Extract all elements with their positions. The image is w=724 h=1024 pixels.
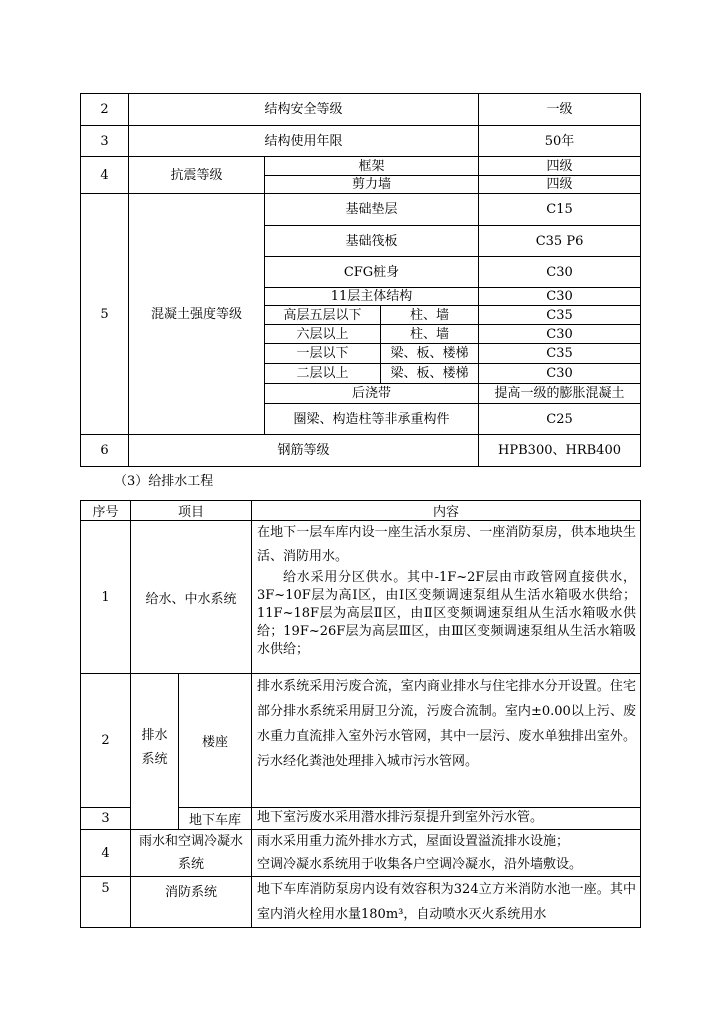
- item-value: C30: [479, 257, 641, 288]
- sub-item-name: 六层以上: [265, 325, 381, 344]
- row-number: 4: [81, 157, 129, 194]
- item-content: 地下室污废水采用潜水排污泵提升到室外污水管。: [252, 808, 641, 830]
- member-type: 柱、墙: [381, 325, 479, 344]
- member-type: 梁、板、楼梯: [381, 344, 479, 364]
- table-row: [81, 157, 641, 176]
- item-value: C15: [479, 194, 641, 226]
- sub-item-name: CFG桩身: [265, 257, 479, 288]
- header-content: 内容: [252, 501, 641, 521]
- sub-item-name: 基础垫层: [265, 194, 479, 226]
- item-name: 抗震等级: [129, 157, 265, 194]
- group-text: 排水系统: [141, 728, 168, 767]
- item-name: 楼座: [179, 674, 252, 808]
- item-value: C35: [479, 344, 641, 364]
- item-value: 提高一级的膨胀混凝土: [479, 384, 641, 404]
- sub-item-name: 11层主体结构: [265, 288, 479, 306]
- item-value: 一级: [479, 94, 641, 126]
- item-value: C25: [479, 404, 641, 435]
- item-content: 排水系统采用污废合流，室内商业排水与住宅排水分开设置。住宅部分排水系统采用厨卫分流，污废合流制。室内±0.00以上污、废水重力直流排入室外污水管网，其中一层污、废水单独排出室外。污水经化粪池处理排入城市污水管网。: [252, 674, 641, 808]
- sub-item-name: 高层五层以下: [265, 306, 381, 325]
- item-value: C30: [479, 364, 641, 384]
- table-row: [81, 94, 641, 126]
- item-value: 四级: [479, 157, 641, 176]
- sub-item-name: 剪力墙: [265, 176, 479, 194]
- content-line: 空调冷凝水系统用于收集各户空调冷凝水，沿外墙敷设。: [257, 857, 583, 872]
- item-value: 50年: [479, 126, 641, 157]
- row-number: 4: [81, 830, 131, 877]
- item-value: C30: [479, 325, 641, 344]
- item-name: 结构使用年限: [129, 126, 479, 157]
- member-type: 柱、墙: [381, 306, 479, 325]
- row-number: 2: [81, 674, 131, 808]
- sub-item-name: 后浇带: [265, 384, 479, 404]
- item-value: C35: [479, 306, 641, 325]
- item-name: 雨水和空调冷凝水系统: [131, 830, 252, 877]
- table-header-row: [81, 501, 641, 521]
- header-number: 序号: [81, 501, 131, 521]
- item-value: HPB300、HRB400: [479, 435, 641, 467]
- content-paragraph: 在地下一层车库内设一座生活水泵房、一座消防泵房，供本地块生活、消防用水。: [257, 525, 637, 564]
- member-type: 梁、板、楼梯: [381, 364, 479, 384]
- table-row: [81, 877, 641, 928]
- drainage-group-label: [131, 674, 179, 830]
- item-value: 四级: [479, 176, 641, 194]
- table-row: [81, 674, 641, 808]
- item-value: C30: [479, 288, 641, 306]
- content-paragraph: 给水采用分区供水。其中-1F~2F层由市政管网直接供水，3F~10F层为高Ⅰ区，由Ⅰ区变频调速泵组从生活水箱吸水供给；11F~18F层为高层Ⅱ区，由Ⅱ区变频调速泵组从生活水箱吸水供给；19F~26F层为高层Ⅲ区，由Ⅲ区变频调速泵组从生活水箱吸水供给；: [257, 570, 637, 657]
- item-content: 地下车库消防泵房内设有效容积为324立方米消防水池一座。其中室内消火栓用水量180m³，自动喷水灭火系统用水: [252, 877, 641, 928]
- sub-item-name: 一层以下: [265, 344, 381, 364]
- item-content: [252, 521, 641, 674]
- sub-item-name: 框架: [265, 157, 479, 176]
- sub-item-name: 基础筏板: [265, 226, 479, 257]
- row-number: 3: [81, 126, 129, 157]
- section-title: （3）给排水工程: [114, 474, 214, 489]
- row-number: 2: [81, 94, 129, 126]
- row-number: 1: [81, 521, 131, 674]
- content-line: 雨水采用重力流外排水方式，屋面设置溢流排水设施；: [257, 834, 570, 849]
- sub-item-name: 圈梁、构造柱等非承重构件: [265, 404, 479, 435]
- item-name: 混凝土强度等级: [129, 194, 265, 435]
- item-value: C35 P6: [479, 226, 641, 257]
- item-name: 地下车库: [179, 808, 252, 830]
- table-row: [81, 830, 641, 877]
- item-content: [252, 830, 641, 877]
- table-row: [81, 194, 641, 226]
- item-name: 结构安全等级: [129, 94, 479, 126]
- header-item: 项目: [131, 501, 252, 521]
- table-row: [81, 435, 641, 467]
- row-number: 3: [81, 808, 131, 830]
- structure-parameters-table: [80, 93, 641, 467]
- row-number: 6: [81, 435, 129, 467]
- water-supply-drainage-table: [80, 500, 641, 928]
- item-name: 钢筋等级: [129, 435, 479, 467]
- sub-item-name: 二层以上: [265, 364, 381, 384]
- row-number: 5: [81, 877, 131, 928]
- table-row: [81, 126, 641, 157]
- item-name: 给水、中水系统: [131, 521, 252, 674]
- row-number: 5: [81, 194, 129, 435]
- table-row: [81, 521, 641, 674]
- item-name: 消防系统: [131, 877, 252, 928]
